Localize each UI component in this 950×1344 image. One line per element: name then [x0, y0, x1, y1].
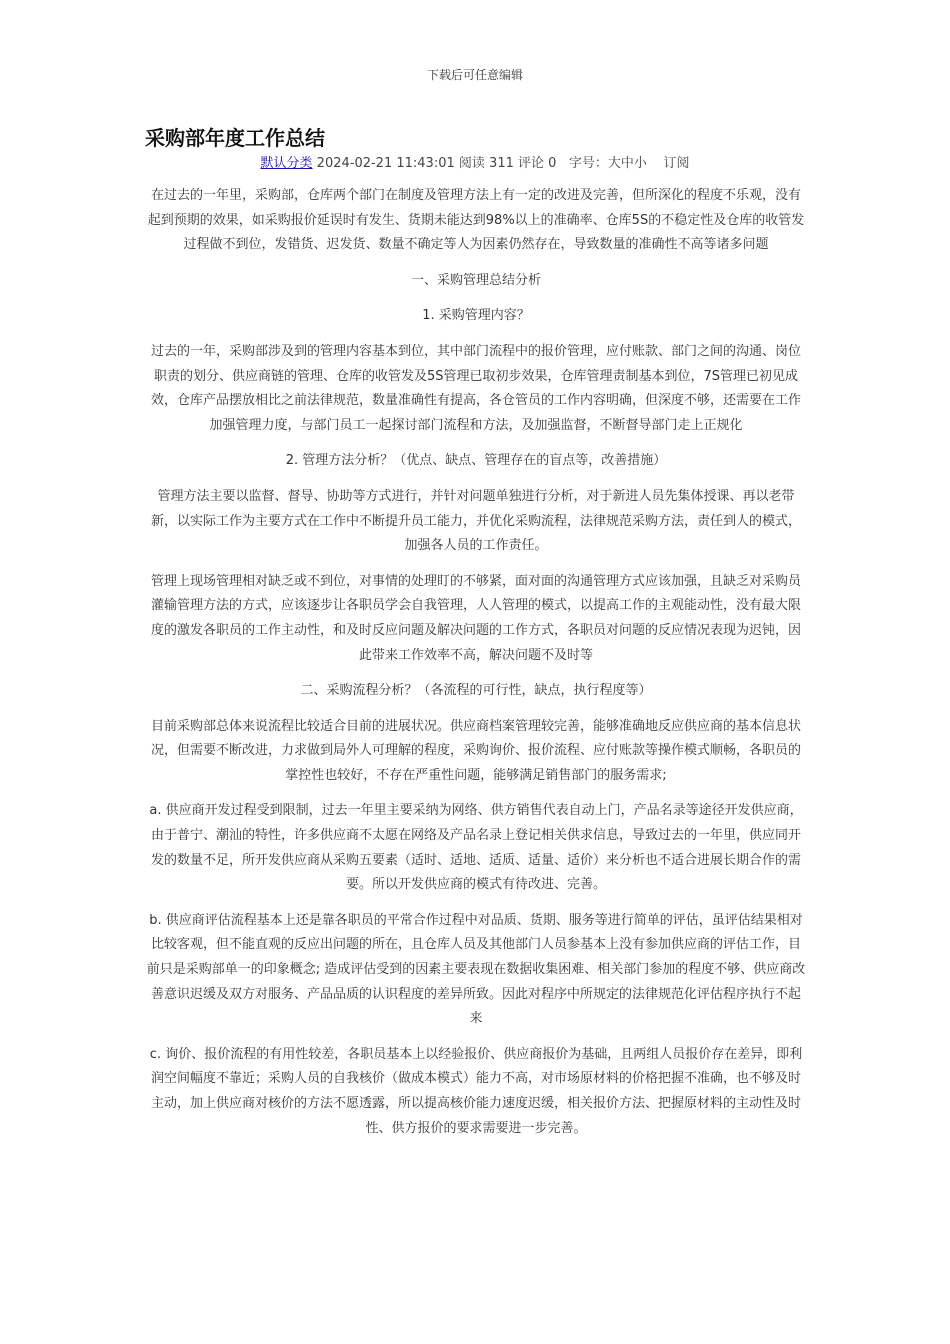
page-header-note: 下载后可任意编辑 — [426, 68, 523, 82]
font-size-medium-button[interactable]: 中 — [620, 156, 634, 171]
paragraph: 目前采购部总体来说流程比较适合目前的进展状况。供应商档案管理较完善，能够准确地反应供应商的基本信息状况，但需要不断改进，力求做到局外人可理解的程度，采购询价、报价流程、应付账款等操作模式顺畅，各职员的掌控性也较好，不存在严重性问题，能够满足销售部门的服务需求; — [150, 718, 801, 783]
paragraph-item-a: a. 供应商开发过程受到限制，过去一年里主要采纳为网络、供方销售代表自动上门，产品名录等途径开发供应商，由于普宁、潮汕的特性，许多供应商不太愿在网络及产品名录上登记相关供求信息，导致过去的一年里，供应同开发的数量不足，所开发供应商从采购五要素（适时、适地、适质、适量、适价）来分析也不适合进展长期合作的需要。所以开发供应商的模式有待改进、完善。 — [149, 803, 803, 893]
paragraph-intro: 在过去的一年里，采购部，仓库两个部门在制度及管理方法上有一定的改进及完善，但所深化的程度不乐观，没有起到预期的效果，如采购报价延误时有发生、货期未能达到98%以上的准确率、仓库5S的不稳定性及仓库的收管发过程做不到位，发错货、迟发货、数量不确定等人为因素仍然存在，导致数量的准确性不高等诸多问题 — [147, 188, 805, 253]
section-heading-2: 二、采购流程分析？（各流程的可行性，缺点，执行程度等） — [300, 683, 652, 699]
publish-datetime: 2024-02-21 11:43:01 — [316, 156, 455, 171]
paragraph: 管理方法主要以监督、督导、协助等方式进行，并针对问题单独进行分析，对于新进人员先集体授课、再以老带新，以实际工作为主要方式在工作中不断提升员工能力，并优化采购流程，法律规范采购方法，责任到人的模式，加强各人员的工作责任。 — [150, 488, 801, 554]
subheading-2: 2. 管理方法分析？（优点、缺点、管理存在的盲点等，改善措施） — [285, 453, 667, 469]
font-size-small-button[interactable]: 小 — [633, 156, 647, 171]
read-label: 阅读 — [458, 156, 485, 171]
paragraph-item-c: c. 询价、报价流程的有用性较差，各职员基本上以经验报价、供应商报价为基础，且两组人员报价存在差异，即利润空间幅度不靠近；采购人员的自我核价（做成本模式）能力不高，对市场原材料的价格把握不准确，也不够及时主动，加上供应商对核价的方法不愿透露，所以提高核价能力速度迟缓，相关报价方法、把握原材料的主动性及时性、供方报价的要求需要进一步完善。 — [149, 1046, 803, 1136]
paragraph-item-b: b. 供应商评估流程基本上还是靠各职员的平常合作过程中对品质、货期、服务等进行简单的评估，虽评估结果相对比较客观，但不能直观的反应出问题的所在，且仓库人员及其他部门人员参基本上没有参加供应商的评估工作，目前只是采购部单一的印象概念; 造成评估受到的因素主要表现在数据收集困难、相关部门参加的程度不够、供应商改善意识迟缓及双方对服务、产品品质的认识程度的差异所致。因此对程序中所规定的法律规范化评估程序执行不起来 — [146, 912, 806, 1027]
article-title: 采购部年度工作总结 — [145, 126, 325, 150]
paragraph: 过去的一年，采购部涉及到的管理内容基本到位，其中部门流程中的报价管理，应付账款、部门之间的沟通、岗位职责的划分、供应商链的管理、仓库的收管发及5S管理已取初步效果，仓库管理责制基本到位，7S管理已初见成效，仓库产品摆放相比之前法律规范，数量准确性有提高，各仓管员的工作内容明确，但深度不够，还需要在工作加强管理力度，与部门员工一起探讨部门流程和方法，及加强监督，不断督导部门走上正规化 — [150, 343, 801, 433]
read-count: 311 — [489, 156, 514, 171]
font-size-label: 字号： — [568, 156, 608, 171]
article-meta — [145, 152, 805, 171]
subscribe-link[interactable]: 订阅 — [663, 156, 690, 171]
comment-count: 0 — [548, 156, 557, 171]
font-size-large-button[interactable]: 大 — [607, 156, 621, 171]
subheading-1: 1. 采购管理内容？ — [422, 308, 530, 324]
category-link[interactable]: 默认分类 — [260, 156, 313, 171]
paragraph: 管理上现场管理相对缺乏或不到位，对事情的处理盯的不够紧，面对面的沟通管理方式应该加强，且缺乏对采购员灌输管理方法的方式，应该逐步让各职员学会自我管理，人人管理的模式，以提高工作的主观能动性，没有最大限度的激发各职员的工作主动性，和及时反应问题及解决问题的工作方式，各职员对问题的反应情况表现为迟钝，因此带来工作效率不高，解决问题不及时等 — [150, 573, 801, 663]
article-body — [145, 184, 807, 1152]
comment-label: 评论 — [518, 156, 545, 171]
section-heading-1: 一、采购管理总结分析 — [410, 272, 541, 288]
